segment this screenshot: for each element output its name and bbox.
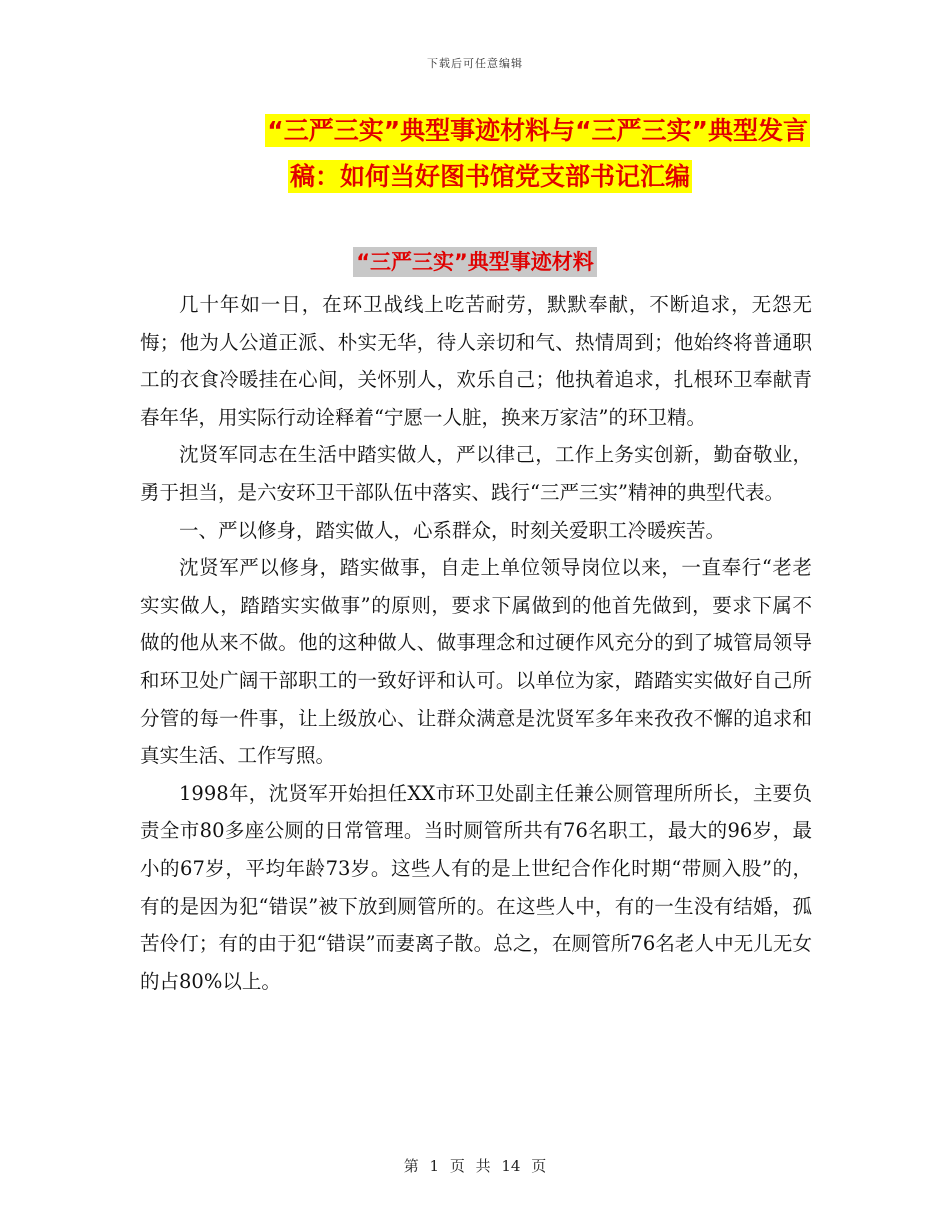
title-line-1-text: “三严三实”典型事迹材料与“三严三实”典型发言 (267, 116, 808, 145)
paragraph: 沈贤军同志在生活中踏实做人，严以律己，工作上务实创新，勤奋敬业，勇于担当，是六安环卫干部队伍中落实、践行“三严三实”精神的典型代表。 (140, 443, 812, 504)
title-line-2 (140, 154, 810, 200)
section-title-text: “三严三实”典型事迹材料 (353, 247, 597, 277)
paragraph: 沈贤军严以修身，踏实做事，自走上单位领导岗位以来，一直奉行“老老实实做人，踏踏实实做事”的原则，要求下属做到的他首先做到，要求下属不做的他从来不做。他的这种做人、做事理念和过硬作风充分的到了城管局领导和环卫处广阔干部职工的一致好评和认可。以单位为家，踏踏实实做好自己所分管的每一件事，让上级放心、让群众满意是沈贤军多年来孜孜不懈的追求和真实生活、工作写照。 (140, 556, 812, 768)
section-title (0, 246, 950, 276)
document-body (140, 286, 812, 1000)
title-line-1 (140, 108, 810, 154)
paragraph: 几十年如一日，在环卫战线上吃苦耐劳，默默奉献，不断追求，无怨无悔；他为人公道正派、朴实无华，待人亲切和气、热情周到；他始终将普通职工的衣食冷暖挂在心间，关怀别人，欢乐自己；他执着追求，扎根环卫奉献青春年华，用实际行动诠释着“宁愿一人脏，换来万家洁”的环卫精。 (140, 293, 812, 429)
paragraph: 1998年，沈贤军开始担任XX市环卫处副主任兼公厕管理所所长，主要负责全市80多座公厕的日常管理。当时厕管所共有76名职工，最大的96岁，最小的67岁，平均年龄73岁。这些人有的是上世纪合作化时期“带厕入股”的，有的是因为犯“错误”被下放到厕管所的。在这些人中，有的一生没有结婚，孤苦伶仃；有的由于犯“错误”而妻离子散。总之，在厕管所76名老人中无儿无女的占80%以上。 (140, 781, 812, 993)
page-footer: 第 1 页 共 14 页 (403, 1157, 547, 1175)
header-note: 下载后可任意编辑 (427, 57, 523, 70)
title-line-2-text: 稿：如何当好图书馆党支部书记汇编 (289, 162, 690, 191)
document-title (140, 108, 810, 200)
paragraph-heading: 一、严以修身，踏实做人，心系群众，时刻关爱职工冷暖疾苦。 (179, 518, 726, 542)
